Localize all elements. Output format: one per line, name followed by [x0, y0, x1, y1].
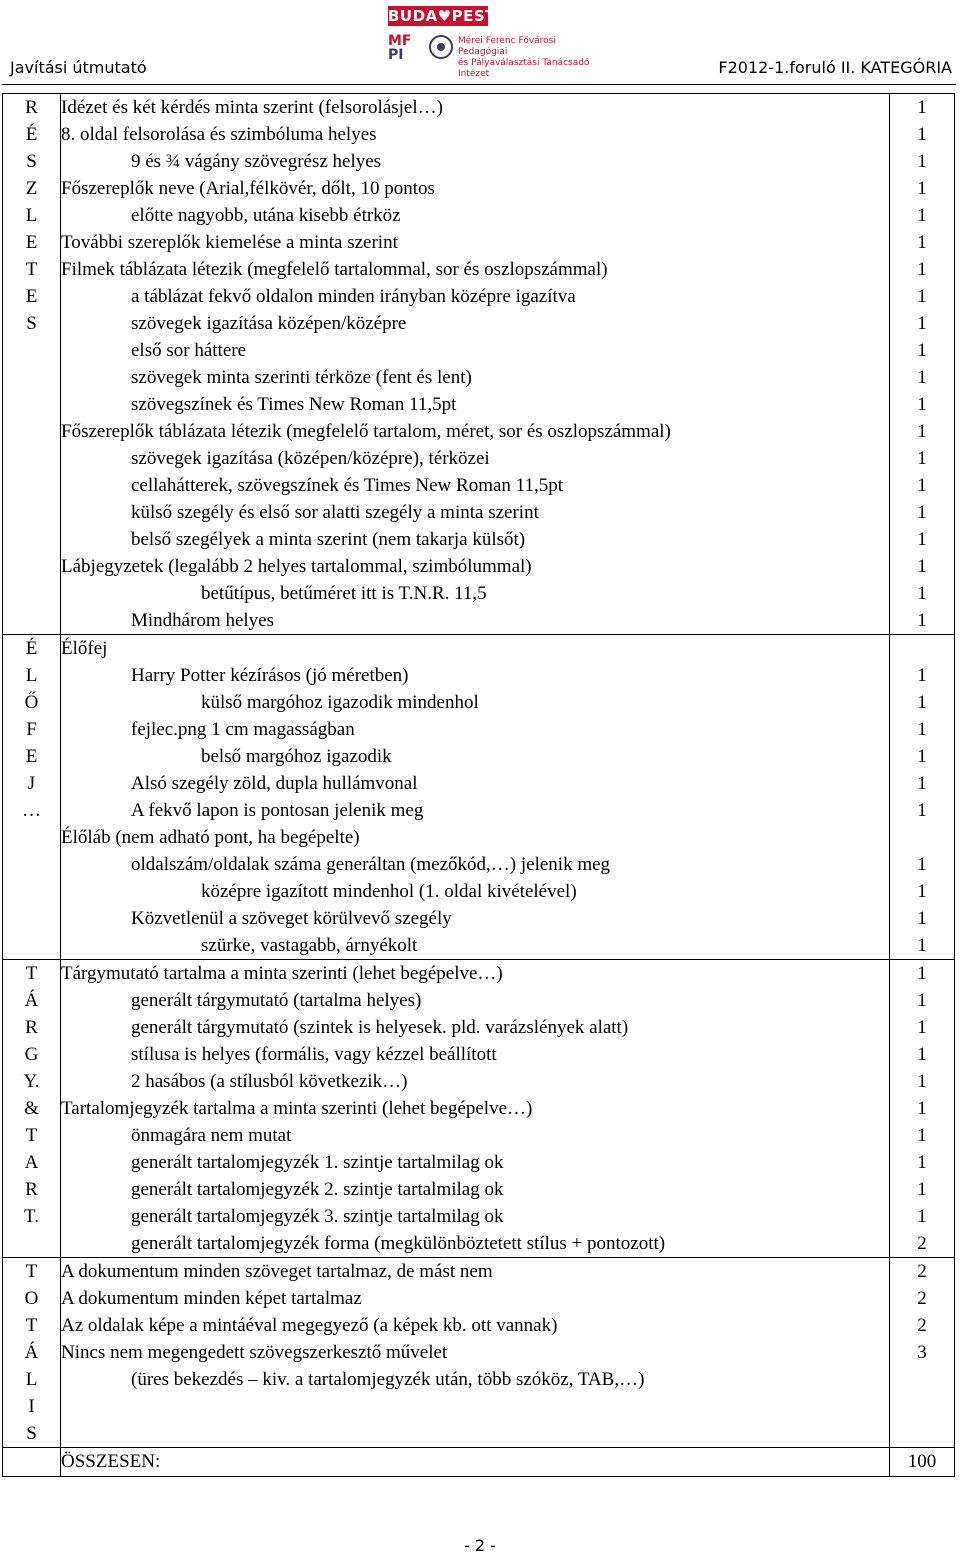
page-number: - 2 -	[464, 1536, 496, 1555]
criterion-text: külső szegély és első sor alatti szegély a minta szerint	[131, 502, 539, 523]
points-cell	[890, 635, 955, 960]
criterion-points: 1	[917, 475, 927, 496]
criterion-points: 1	[917, 1098, 927, 1119]
criterion-points: 1	[917, 448, 927, 469]
criterion-text: További szereplők kiemelése a minta szerint	[61, 232, 398, 253]
criterion-points: 1	[917, 205, 927, 226]
budapest-logo: BUDA♥PEST	[388, 7, 496, 25]
criterion-points: 1	[917, 178, 927, 199]
criterion-points: 1	[917, 421, 927, 442]
criteria-cell	[61, 960, 890, 1258]
section-letter: L	[25, 665, 38, 686]
section-letters	[3, 960, 61, 1258]
criterion-points: 1	[917, 881, 927, 902]
criteria-cell	[61, 94, 890, 635]
criterion-points: 1	[917, 800, 927, 821]
criterion-text: oldalszám/oldalak száma generáltan (mezőkód,…) jelenik meg	[131, 854, 611, 875]
section-letter: T	[25, 259, 38, 280]
criterion-text: Élőláb (nem adható pont, ha begépelte)	[61, 827, 360, 848]
criterion-text: Közvetlenül a szöveget körülvevő szegély	[131, 908, 452, 929]
criterion-text	[61, 1420, 889, 1447]
section-letter: E	[25, 286, 38, 307]
section-letters	[3, 1258, 61, 1448]
criterion-points: 1	[917, 963, 927, 984]
criterion-text: Főszereplők neve (Arial,félkövér, dőlt, 10 pontos	[61, 178, 435, 199]
criterion-points: 1	[917, 556, 927, 577]
logo-mf-text: MF	[388, 33, 412, 49]
criterion-points: 2	[917, 1315, 927, 1336]
section-letters	[3, 635, 61, 960]
section-letter: &	[24, 1098, 39, 1119]
criterion-points: 1	[917, 719, 927, 740]
section-letters	[3, 94, 61, 635]
criterion-text: Idézet és két kérdés minta szerint (felsorolásjel…)	[61, 97, 443, 118]
criterion-points: 1	[917, 1044, 927, 1065]
criterion-text: generált tartalomjegyzék 1. szintje tartalmilag ok	[131, 1152, 504, 1173]
criterion-text: Nincs nem megengedett szövegszerkesztő művelet	[61, 1342, 448, 1363]
criterion-text: Harry Potter kézírásos (jó méretben)	[131, 665, 409, 686]
points-cell	[890, 1258, 955, 1448]
criterion-text: stílusa is helyes (formális, vagy kézzel beállított	[131, 1044, 497, 1065]
logo-pi-text: PI	[388, 47, 404, 63]
criterion-text: szövegszínek és Times New Roman 11,5pt	[131, 394, 457, 415]
criterion-points: 1	[917, 1017, 927, 1038]
criterion-text: önmagára nem mutat	[131, 1125, 292, 1146]
criterion-text: Filmek táblázata létezik (megfelelő tartalommal, sor és oszlopszámmal)	[61, 259, 608, 280]
criterion-text: középre igazított mindenhol (1. oldal kivételével)	[201, 881, 577, 902]
criterion-text: belső szegélyek a minta szerint (nem takarja külsőt)	[131, 529, 526, 550]
criterion-text: generált tartalomjegyzék 2. szintje tartalmilag ok	[131, 1179, 504, 1200]
section-letter: E	[25, 746, 38, 767]
criterion-points: 1	[917, 1179, 927, 1200]
criterion-text: 2 hasábos (a stílusból következik…)	[131, 1071, 408, 1092]
criterion-text: 9 és ¾ vágány szövegrész helyes	[131, 151, 382, 172]
section-letter: Y.	[23, 1071, 40, 1092]
criterion-points: 1	[917, 692, 927, 713]
criterion-text: Mindhárom helyes	[131, 610, 275, 631]
mfpi-logo	[388, 34, 424, 62]
section-letter: Ő	[24, 692, 39, 713]
criterion-text: generált tartalomjegyzék forma (megkülönböztetett stílus + pontozott)	[131, 1233, 666, 1254]
criterion-points: 1	[917, 97, 927, 118]
criterion-text: A dokumentum minden képet tartalmaz	[61, 1288, 362, 1309]
criterion-points: 1	[917, 935, 927, 956]
criterion-points: 1	[917, 1071, 927, 1092]
criteria-cell	[61, 635, 890, 960]
section-letter: L	[25, 205, 38, 226]
criterion-text: generált tartalomjegyzék 3. szintje tartalmilag ok	[131, 1206, 504, 1227]
criterion-points: 1	[917, 746, 927, 767]
institute-name-line2: és Pályaválasztási Tanácsadó Intézet	[458, 58, 590, 79]
criterion-points: 1	[917, 232, 927, 253]
section-letter: T	[25, 963, 38, 984]
criterion-text: Tárgymutató tartalma a minta szerinti (lehet begépelve…)	[61, 963, 503, 984]
section-letter: Á	[24, 990, 39, 1011]
criterion-text: Főszereplők táblázata létezik (megfelelő tartalom, méret, sor és oszlopszámmal)	[61, 421, 671, 442]
section-letter: E	[25, 232, 38, 253]
total-row	[3, 1448, 955, 1477]
criterion-points: 1	[917, 286, 927, 307]
criterion-text: előtte nagyobb, utána kisebb étrköz	[131, 205, 401, 226]
criterion-points: 1	[917, 367, 927, 388]
criterion-points: 1	[917, 908, 927, 929]
criterion-text: szövegek igazítása (középen/középre), térközei	[131, 448, 490, 469]
section-letter: S	[26, 1423, 37, 1444]
criterion-points: 1	[917, 665, 927, 686]
section-letter: T	[25, 1261, 38, 1282]
page-header	[0, 0, 960, 90]
section-row	[3, 94, 955, 635]
section-row	[3, 635, 955, 960]
criterion-text: belső margóhoz igazodik	[201, 746, 392, 767]
section-letter: I	[28, 1396, 35, 1417]
criterion-text: fejlec.png 1 cm magasságban	[131, 719, 355, 740]
criterion-text: Az oldalak képe a mintáéval megegyező (a képek kb. ott vannak)	[61, 1315, 558, 1336]
criterion-text: cellahátterek, szövegszínek és Times New Roman 11,5pt	[131, 475, 563, 496]
criterion-text: generált tárgymutató (szintek is helyesek. pld. varázslények alatt)	[131, 1017, 629, 1038]
header-divider	[2, 84, 956, 85]
section-letter: A	[24, 1152, 39, 1173]
criterion-points: 1	[917, 313, 927, 334]
criterion-text: A dokumentum minden szöveget tartalmaz, de mást nem	[61, 1261, 493, 1282]
criterion-text: szövegek igazítása középen/középre	[131, 313, 407, 334]
criterion-text: külső margóhoz igazodik mindenhol	[201, 692, 479, 713]
header-left-text: Javítási útmutató	[10, 58, 147, 77]
section-letter: …	[22, 800, 41, 821]
section-letter: T	[25, 1125, 38, 1146]
criterion-text	[61, 1393, 889, 1420]
criterion-text: generált tárgymutató (tartalma helyes)	[131, 990, 422, 1011]
criterion-points	[890, 1366, 954, 1393]
section-letter: R	[25, 1017, 38, 1038]
section-letter: É	[25, 638, 38, 659]
criterion-points: 1	[917, 583, 927, 604]
criterion-points: 1	[917, 259, 927, 280]
section-letter: R	[25, 1179, 38, 1200]
criterion-points: 2	[917, 1261, 927, 1282]
criterion-points: 1	[917, 502, 927, 523]
criterion-points	[890, 1420, 954, 1447]
criterion-points: 1	[917, 990, 927, 1011]
total-empty-cell	[3, 1448, 61, 1477]
criterion-points: 1	[917, 124, 927, 145]
section-letter: J	[27, 773, 36, 794]
criterion-points	[890, 635, 954, 662]
section-letter: G	[24, 1044, 39, 1065]
criterion-points: 1	[917, 1125, 927, 1146]
criterion-points: 1	[917, 610, 927, 631]
criterion-points: 1	[917, 151, 927, 172]
section-letter: L	[25, 1369, 38, 1390]
total-label: ÖSSZESEN:	[61, 1448, 890, 1477]
criterion-points: 2	[917, 1288, 927, 1309]
institute-emblem-icon	[428, 34, 454, 60]
points-cell	[890, 94, 955, 635]
section-letter: R	[25, 97, 38, 118]
criterion-text: A fekvő lapon is pontosan jelenik meg	[131, 800, 424, 821]
section-letter: T.	[24, 1206, 39, 1227]
header-right-text: F2012-1.foruló II. KATEGÓRIA	[718, 58, 952, 77]
criterion-text: Tartalomjegyzék tartalma a minta szerinti (lehet begépelve…)	[61, 1098, 533, 1119]
institute-name	[458, 36, 598, 80]
section-row	[3, 960, 955, 1258]
institute-name-line1: Mérei Ferenc Fővárosi Pedagógiai	[458, 36, 556, 57]
criterion-points	[890, 824, 954, 851]
total-value: 100	[890, 1448, 955, 1477]
criterion-text: szürke, vastagabb, árnyékolt	[201, 935, 418, 956]
section-letter: O	[24, 1288, 39, 1309]
criterion-text: betűtípus, betűméret itt is T.N.R. 11,5	[201, 583, 487, 604]
criterion-text: Élőfej	[61, 638, 108, 659]
criterion-points: 1	[917, 529, 927, 550]
criterion-text: Lábjegyzetek (legalább 2 helyes tartalommal, szimbólummal)	[61, 556, 532, 577]
criterion-points: 1	[917, 773, 927, 794]
criterion-points: 1	[917, 340, 927, 361]
criterion-text: szövegek minta szerinti térköze (fent és lent)	[131, 367, 472, 388]
criterion-text: 8. oldal felsorolása és szimbóluma helyes	[61, 124, 377, 145]
points-cell	[890, 960, 955, 1258]
section-row	[3, 1258, 955, 1448]
criterion-points	[890, 1393, 954, 1420]
criterion-points: 1	[917, 854, 927, 875]
criterion-text: első sor háttere	[131, 340, 247, 361]
section-letter: F	[26, 719, 37, 740]
section-letter: S	[26, 151, 37, 172]
criteria-cell	[61, 1258, 890, 1448]
criterion-points: 1	[917, 1206, 927, 1227]
criterion-points: 1	[917, 1152, 927, 1173]
criterion-text: a táblázat fekvő oldalon minden irányban középre igazítva	[131, 286, 576, 307]
section-letter: É	[25, 124, 38, 145]
criterion-points: 1	[917, 394, 927, 415]
section-letter: S	[26, 313, 37, 334]
criterion-points: 3	[917, 1342, 927, 1363]
criterion-points: 2	[917, 1233, 927, 1254]
scoring-table	[2, 93, 955, 1477]
section-letter: Z	[25, 178, 38, 199]
criterion-text: (üres bekezdés – kiv. a tartalomjegyzék után, több szóköz, TAB,…)	[131, 1369, 645, 1390]
section-letter: T	[25, 1315, 38, 1336]
section-letter: Á	[24, 1342, 39, 1363]
criterion-text: Alsó szegély zöld, dupla hullámvonal	[131, 773, 418, 794]
